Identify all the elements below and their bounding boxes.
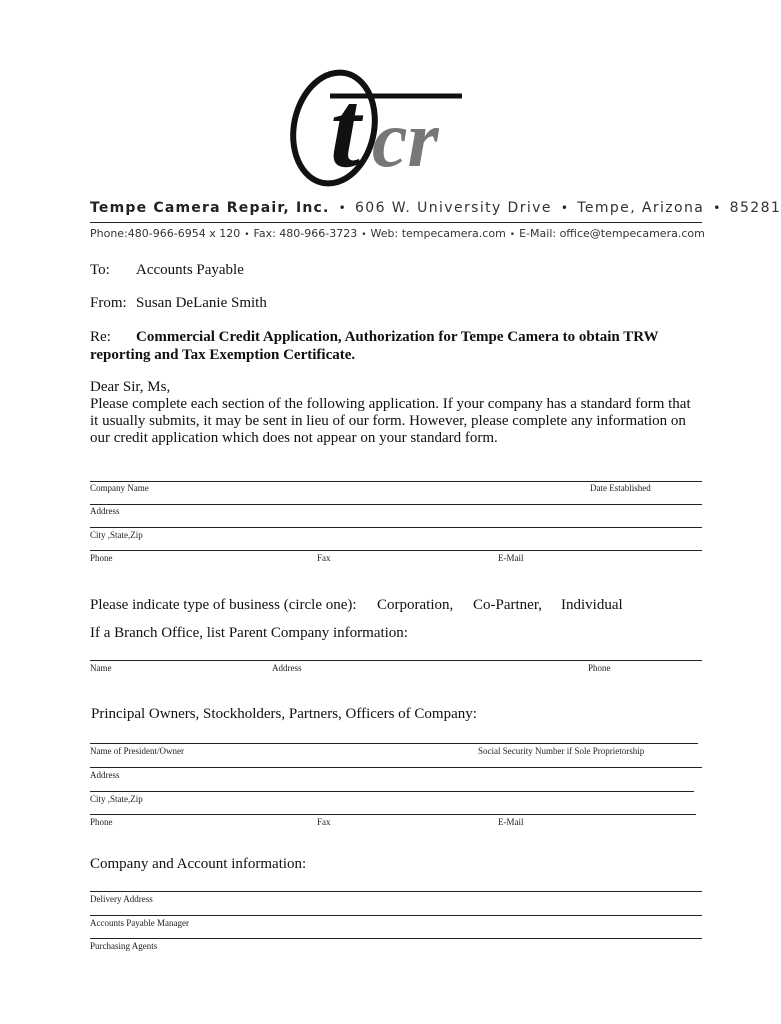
bullet: • bbox=[338, 201, 346, 215]
bullet: • bbox=[509, 230, 516, 240]
option-co-partner[interactable]: Co-Partner, bbox=[473, 597, 542, 613]
option-individual[interactable]: Individual bbox=[561, 597, 623, 613]
from-value: Susan DeLanie Smith bbox=[136, 295, 267, 311]
to-label: To: bbox=[90, 262, 110, 278]
owner-address-line[interactable] bbox=[90, 767, 702, 768]
company-web: Web: tempecamera.com bbox=[370, 227, 506, 240]
ap-manager-label: Accounts Payable Manager bbox=[90, 918, 189, 928]
president-label: Name of President/Owner bbox=[90, 746, 184, 756]
owner-address-label: Address bbox=[90, 770, 120, 780]
owner-city-line[interactable] bbox=[90, 791, 694, 792]
owners-heading: Principal Owners, Stockholders, Partners, Officers of Company: bbox=[91, 706, 477, 722]
fax-label: Fax bbox=[317, 553, 331, 563]
address-line[interactable] bbox=[90, 504, 702, 505]
re-label: Re: bbox=[90, 329, 111, 345]
company-street: 606 W. University Drive bbox=[354, 200, 552, 216]
owner-email-label: E-Mail bbox=[498, 817, 524, 827]
letterhead-rule bbox=[90, 222, 702, 223]
branch-line[interactable] bbox=[90, 660, 702, 661]
address-label: Address bbox=[90, 506, 120, 516]
branch-prompt: If a Branch Office, list Parent Company information: bbox=[90, 625, 408, 641]
company-phone: Phone:480-966-6954 x 120 bbox=[90, 227, 241, 240]
company-zip: 85281 bbox=[729, 200, 781, 216]
president-line[interactable] bbox=[90, 743, 698, 744]
owner-city-label: City ,State,Zip bbox=[90, 794, 143, 804]
ap-manager-line[interactable] bbox=[90, 915, 702, 916]
letterhead-company-line bbox=[90, 200, 781, 216]
company-name: Tempe Camera Repair, Inc. bbox=[90, 200, 330, 216]
delivery-address-line[interactable] bbox=[90, 891, 702, 892]
branch-name-label: Name bbox=[90, 663, 112, 673]
company-name-line[interactable] bbox=[90, 481, 702, 482]
re-subject: Commercial Credit Application, Authorization for Tempe Camera to obtain TRW reporting and Tax Exemption Certificate. bbox=[90, 329, 659, 363]
owner-fax-label: Fax bbox=[317, 817, 331, 827]
option-corporation[interactable]: Corporation, bbox=[377, 597, 454, 613]
logo-t: t bbox=[330, 68, 361, 190]
city-state-zip-label: City ,State,Zip bbox=[90, 530, 143, 540]
bullet: • bbox=[361, 230, 367, 240]
phone-fax-email-line[interactable] bbox=[90, 550, 702, 551]
re-line bbox=[90, 328, 710, 364]
account-heading: Company and Account information: bbox=[90, 856, 307, 872]
email-label: E-Mail bbox=[498, 553, 524, 563]
owner-phone-label: Phone bbox=[90, 817, 113, 827]
owner-phone-line[interactable] bbox=[90, 814, 696, 815]
branch-address-label: Address bbox=[272, 663, 302, 673]
delivery-address-label: Delivery Address bbox=[90, 894, 153, 904]
company-email: E-Mail: office@tempecamera.com bbox=[519, 227, 705, 240]
company-fax: Fax: 480-966-3723 bbox=[253, 227, 358, 240]
company-city: Tempe, Arizona bbox=[577, 200, 705, 216]
city-state-zip-line[interactable] bbox=[90, 527, 702, 528]
from-label: From: bbox=[90, 295, 127, 311]
bullet: • bbox=[560, 201, 569, 215]
greeting: Dear Sir, Ms, bbox=[90, 379, 171, 395]
business-type-prompt: Please indicate type of business (circle one): bbox=[90, 597, 357, 613]
company-name-label: Company Name bbox=[90, 483, 149, 493]
purchasing-agents-line[interactable] bbox=[90, 938, 702, 939]
letter-body: Please complete each section of the following application. If your company has a standard form that it usually submits, it may be sent in lieu of our form. However, please complete any information on our credit application which does not appear on your standard form. bbox=[90, 396, 691, 446]
tcr-logo bbox=[290, 66, 510, 196]
date-established-label: Date Established bbox=[590, 483, 651, 493]
letterhead-contact-line bbox=[90, 227, 705, 240]
branch-phone-label: Phone bbox=[588, 663, 611, 673]
bullet: • bbox=[713, 201, 721, 215]
to-value: Accounts Payable bbox=[136, 262, 244, 278]
logo-cr: cr bbox=[372, 96, 439, 184]
phone-label: Phone bbox=[90, 553, 113, 563]
purchasing-agents-label: Purchasing Agents bbox=[90, 941, 158, 951]
bullet: • bbox=[244, 230, 250, 240]
ssn-label: Social Security Number if Sole Proprietorship bbox=[478, 746, 645, 756]
